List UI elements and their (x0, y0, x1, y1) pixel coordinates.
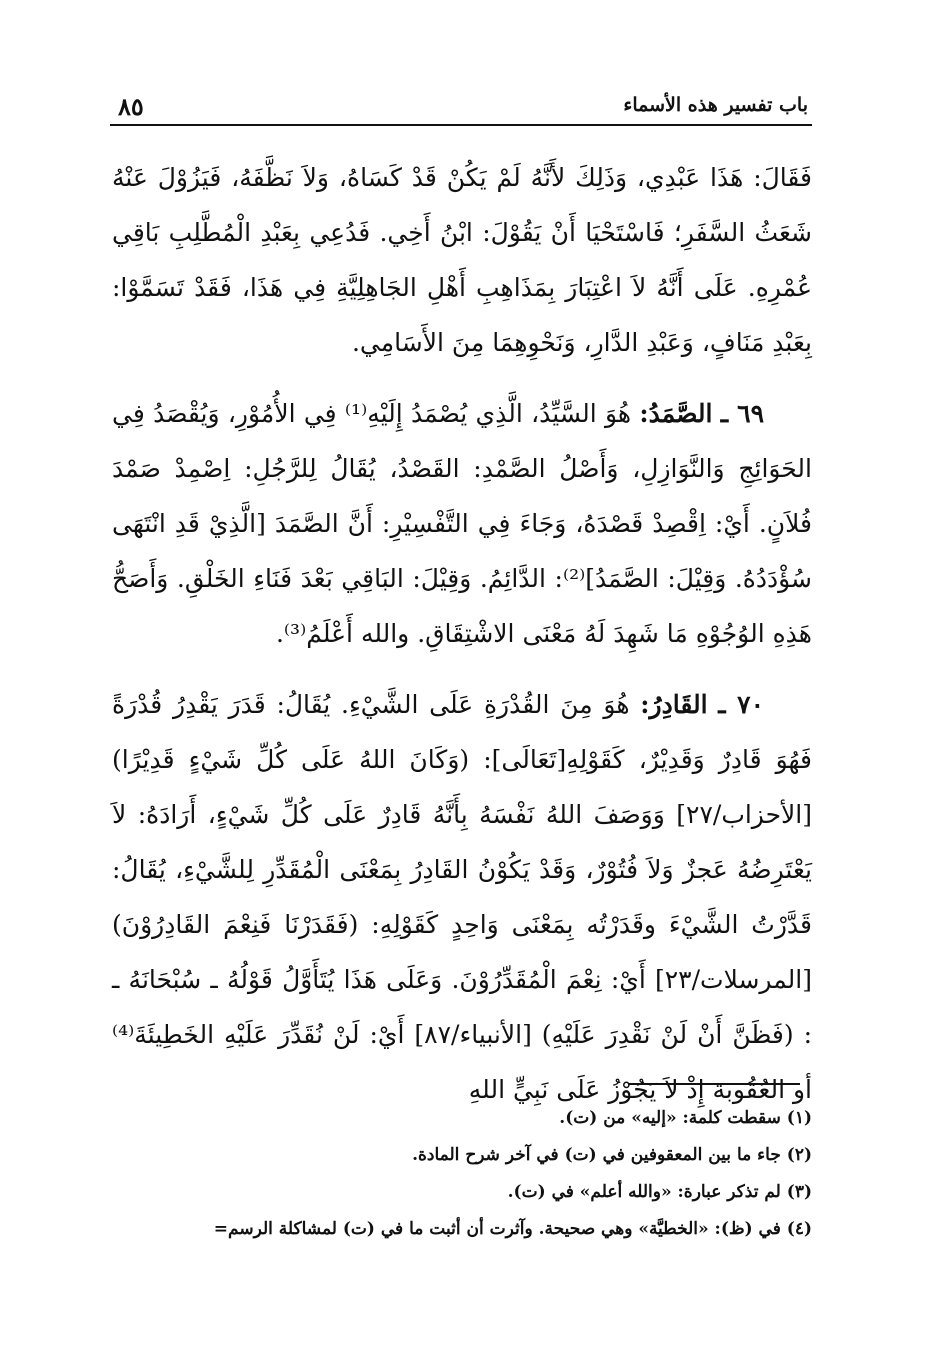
paragraph-entry-70 (112, 677, 812, 1117)
paragraph-text: فَقَالَ: هَذَا عَبْدِي، وَذَلِكَ لأَنَّهُ لَمْ يَكُنْ قَدْ كَسَاهُ، وَلاَ نَظَّفَهُ، فَيَزُوْلَ عَنْهُ شَعَثُ السَّفَرِ؛ فَاسْتَحْيَا أَنْ يَقُوْلَ: ابْنُ أَخِي. فَدُعِي بِعَبْدِ الْمُطَّلِبِ بَاقِي عُمْرِهِ. عَلَى أَنَّهُ لاَ اعْتِبَارَ بِمَذَاهِبِ أَهْلِ الجَاهِلِيَّةِ فِي هَذَا، فَقَدْ تَسَمَّوْا: بِعَبْدِ مَنَافٍ، وَعَبْدِ الدَّارِ، وَنَحْوِهِمَا مِنَ الأَسَامِي. (112, 163, 812, 357)
entry-term: القَادِرُ: (640, 690, 708, 719)
running-head: باب تفسير هذه الأسماء (623, 94, 808, 116)
entry-term: الصَّمَدُ: (639, 399, 713, 428)
entry-number: ٦٩ ـ (720, 399, 765, 428)
header-rule (110, 124, 812, 126)
paragraph-text: هُوَ السَّيِّدُ، الَّذِي يُصْمَدُ إِلَيْهِ⁽¹⁾ فِي الأُمُوْرِ، وَيُقْصَدُ فِي الحَوَائِجِ وَالنَّوَازِلِ، وَأَصْلُ الصَّمْدِ: القَصْدُ، يُقَالُ لِلرَّجُلِ: اِصْمِدْ صَمْدَ فُلاَنٍ. أَيْ: اِقْصِدْ قَصْدَهُ، وَجَاءَ فِي التَّفْسِيْرِ: أَنَّ الصَّمَدَ [الَّذِيْ قَدِ انْتَهَى سُؤْدَدُهُ. وَقِيْلَ: الصَّمَدُ]⁽²⁾: الدَّائِمُ. وَقِيْلَ: البَاقِي بَعْدَ فَنَاءِ الخَلْقِ. وَأَصَحُّ هَذِهِ الوُجُوْهِ مَا شَهِدَ لَهُ مَعْنَى الاشْتِقَاقِ. والله أَعْلَمُ⁽³⁾. (112, 399, 813, 648)
footnotes (112, 1100, 812, 1248)
page-number: ٨٥ (118, 92, 144, 121)
footnote-rule (628, 1083, 800, 1085)
main-text (112, 150, 812, 1133)
footnote-1: (١) سقطت كلمة: «إليه» من (ت). (559, 1108, 812, 1128)
paragraph-continuation (112, 150, 812, 370)
paragraph-entry-69 (112, 386, 812, 661)
entry-number: ٧٠ ـ (718, 690, 764, 719)
footnote-2: (٢) جاء ما بين المعقوفين في (ت) في آخر شرح المادة. (412, 1145, 812, 1165)
footnote-3: (٣) لم تذكر عبارة: «والله أعلم» في (ت). (507, 1182, 812, 1202)
paragraph-text: هُوَ مِنَ القُدْرَةِ عَلَى الشَّيْءِ. يُقَالُ: قَدَرَ يَقْدِرُ قُدْرَةً فَهُوَ قَادِرٌ وَقَدِيْرٌ، كَقَوْلِهِ[تَعَالَى]: (وَكَانَ اللهُ عَلَى كُلِّ شَيْءٍ قَدِيْرًا) [الأحزاب/٢٧] وَوَصَفَ اللهُ نَفْسَهُ بِأَنَّهُ قَادِرٌ عَلَى كُلِّ شَيْءٍ، أَرَادَهُ: لاَ يَعْتَرِضُهُ عَجزٌ وَلاَ فُتُوْرٌ، وَقَدْ يَكُوْنُ القَادِرُ بِمَعْنَى الْمُقَدِّرِ لِلشَّيْءِ، يُقَالُ: قَدَّرْتُ الشَّيْءَ وقَدَرْتُه بِمَعْنَى وَاحِدٍ كَقَوْلِهِ: (فَقَدَرْنَا فَنِعْمَ القَادِرُوْنَ) [المرسلات/٢٣] أَيْ: نِعْمَ الْمُقَدِّرُوْنَ. وَعَلَى هَذَا يُتَأَوَّلُ قَوْلُهُ ـ سُبْحَانَهُ ـ : (فَظَنَّ أَنْ لَنْ نَقْدِرَ عَلَيْهِ) [الأنبياء/٨٧] أَيْ: لَنْ نُقَدِّرَ عَلَيْهِ الخَطِيئَةَ⁽⁴⁾ أو العُقُوبة إِذْ لاَ يَجُوْزُ عَلَى نَبِيٍّ اللهِ (112, 690, 812, 1104)
page-header (110, 90, 812, 130)
footnote-4: (٤) في (ظ): «الخطيَّة» وهي صحيحة. وآثرت أن أثبت ما في (ت) لمشاكلة الرسم= (213, 1219, 812, 1239)
